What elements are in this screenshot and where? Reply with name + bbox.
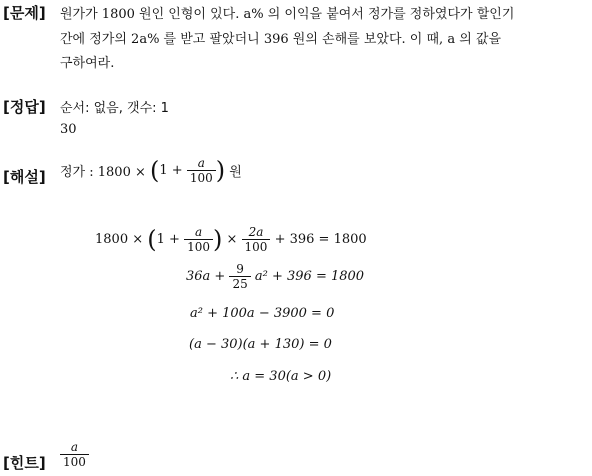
fraction-a-over-100: $\frac{a}{100}$ (60, 440, 89, 469)
answer-meta: 순서: 없음, 갯수: 1 (60, 101, 169, 116)
solution-tag: [해설] (3, 168, 46, 186)
equation-3: a² + 100a − 3900 = 0 (190, 306, 335, 321)
problem-tag: [문제] (3, 4, 46, 22)
answer-tag: [정답] (3, 98, 46, 116)
price-expression (60, 156, 242, 185)
answer-value: 30 (60, 122, 77, 137)
one-plus: 1 + (159, 163, 183, 178)
price-prefix: 정가 : 1800 × (60, 165, 146, 180)
hint-fraction (60, 440, 89, 469)
hint-tag: [힌트] (3, 454, 46, 472)
fraction-9-over-25: $\frac{9}{25}$ (229, 262, 250, 291)
fraction-a-over-100: $\frac{a}{100}$ (184, 225, 213, 254)
problem-line-1: 원가가 1800 원인 인형이 있다. a% 의 이익을 붙여서 정가를 정하였다가 할인기 (60, 7, 515, 22)
equation-5: ∴ a = 30(a > 0) (230, 369, 332, 384)
equation-2: 36a + $\frac{9}{25}$ a² + 396 = 1800 (186, 262, 365, 291)
equation-1: 1800 × (1 + $\frac{a}{100}$ ) × $\frac{2a}{100}$ + 396 = 1800 (95, 225, 367, 254)
equation-4: (a − 30)(a + 130) = 0 (189, 337, 332, 352)
fraction-a-over-100: $\frac{a}{100}$ (187, 156, 216, 185)
problem-line-2: 간에 정가의 2a% 를 받고 팔았더니 396 원의 손해를 보았다. 이 때, a 의 값을 (60, 32, 502, 47)
paren-close: ) (215, 156, 226, 185)
problem-line-3: 구하여라. (60, 56, 115, 71)
fraction-2a-over-100: $\frac{2a}{100}$ (242, 225, 271, 254)
paren-open: ( (150, 156, 160, 185)
won-unit: 원 (229, 165, 242, 180)
